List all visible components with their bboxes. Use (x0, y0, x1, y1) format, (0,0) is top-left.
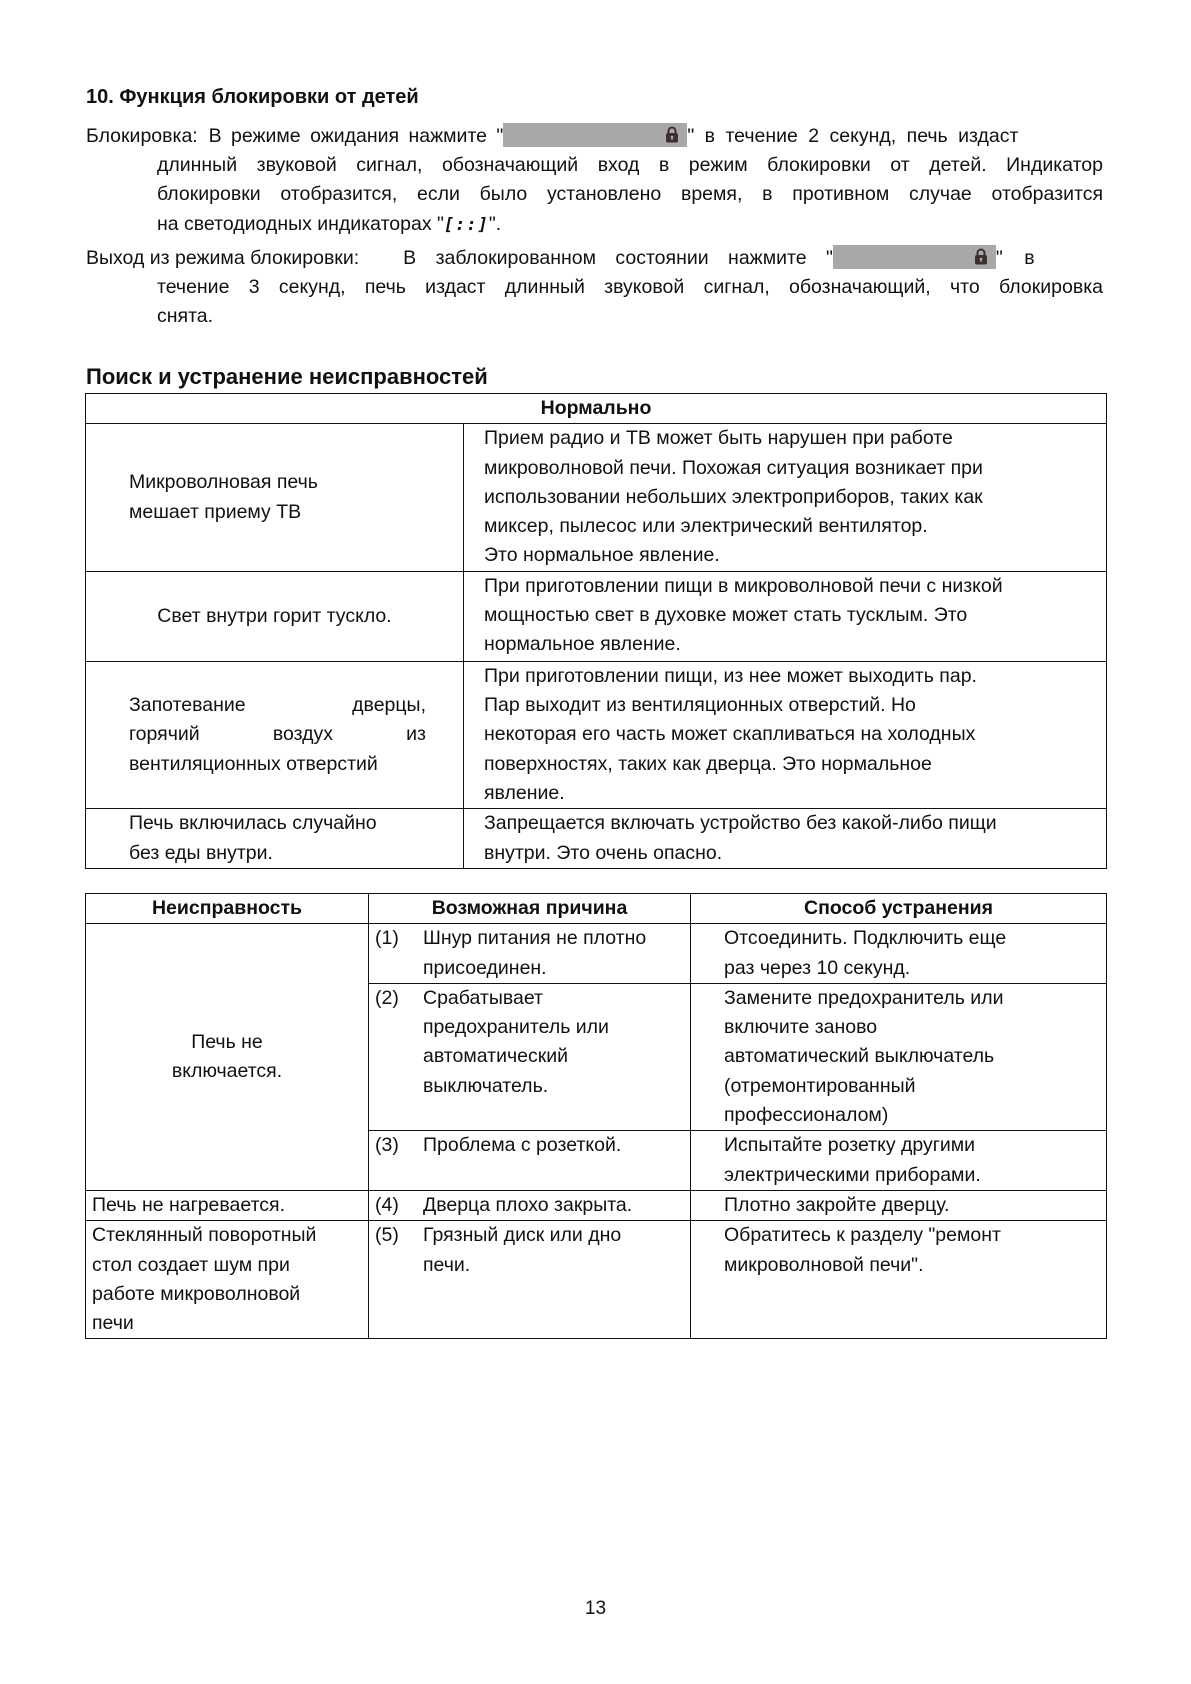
table-row (86, 1221, 1107, 1339)
solution-cell: Замените предохранитель или включите заново автоматический выключатель (отремонтированный профессионалом) (691, 983, 1107, 1130)
page-number: 13 (584, 1598, 607, 1619)
cause-cell: (4) Дверца плохо закрыта. (369, 1190, 691, 1220)
table-row (86, 924, 1107, 984)
symptom-cell: Запотевание дверцы, горячий воздух из вентиляционных отверстий (86, 661, 464, 808)
problem-cell: Печь не нагревается. (86, 1190, 369, 1220)
lock-paragraph-line-4: на светодиодных индикаторах "[::]". (157, 210, 501, 240)
led-lock-indicator-icon: [::] (443, 215, 489, 235)
table-row (86, 661, 1107, 808)
unlock-label: Выход из режима блокировки: (86, 247, 360, 269)
solution-cell: Отсоединить. Подключить еще раз через 10 секунд. (691, 924, 1107, 984)
solution-cell: Испытайте розетку другими электрическими приборами. (691, 1131, 1107, 1191)
symptom-cell: Микроволновая печь мешает приему ТВ (86, 424, 464, 571)
cause-cell: (2) Срабатывает предохранитель или автоматический выключатель. (369, 983, 691, 1130)
cause-cell: (1) Шнур питания не плотно присоединен. (369, 924, 691, 984)
table-row (86, 1190, 1107, 1220)
table-row (86, 424, 1107, 571)
explanation-cell: Запрещается включать устройство без какой-либо пищи внутри. Это очень опасно. (464, 809, 1107, 869)
lock-icon (974, 248, 988, 265)
explanation-cell: При приготовлении пищи в микроволновой печи с низкой мощностью свет в духовке может стать тусклым. Это нормальное явление. (464, 571, 1107, 661)
child-lock-button-image (833, 245, 996, 269)
explanation-cell: Прием радио и ТВ может быть нарушен при работе микроволновой печи. Похожая ситуация возникает при использовании небольших электроприборов, таких как миксер, пылесос или электрический вентилятор. Это нормальное явление. (464, 424, 1107, 571)
unlock-paragraph-line-2: течение 3 секунд, печь издаст длинный звуковой сигнал, обозначающий, что блокировка (157, 276, 1103, 298)
unlock-paragraph-line-1: Выход из режима блокировки: В заблокированном состоянии нажмите " " в (86, 247, 1035, 269)
troubleshooting-title: Поиск и устранение неисправностей (86, 364, 488, 389)
header-fault: Неисправность (86, 894, 369, 924)
cause-cell: (3) Проблема с розеткой. (369, 1131, 691, 1191)
symptom-cell: Печь включилась случайно без еды внутри. (86, 809, 464, 869)
fault-table (85, 893, 1107, 1339)
normal-behavior-table (85, 393, 1107, 869)
child-lock-button-image (503, 123, 687, 147)
explanation-cell: При приготовлении пищи, из нее может выходить пар. Пар выходит из вентиляционных отверстий. Но некоторая его часть может скапливаться на холодных поверхностях, таких как дверца. Это нормальное явление. (464, 661, 1107, 808)
header-cause: Возможная причина (369, 894, 691, 924)
lock-paragraph-line-2: длинный звуковой сигнал, обозначающий вход в режим блокировки от детей. Индикатор (157, 154, 1103, 176)
problem-cell: Печь не включается. (86, 924, 369, 1191)
table-row (86, 571, 1107, 661)
normal-table-header: Нормально (86, 394, 1107, 424)
cause-cell: (5) Грязный диск или дно печи. (369, 1221, 691, 1339)
lock-paragraph-line-1: Блокировка: В режиме ожидания нажмите " " в течение 2 секунд, печь издаст (86, 125, 1019, 147)
lock-paragraph-line-3: блокировки отобразится, если было установлено время, в противном случае отобразится (157, 183, 1103, 205)
lock-icon (665, 126, 679, 143)
table-row (86, 809, 1107, 869)
header-solution: Способ устранения (691, 894, 1107, 924)
lock-label: Блокировка: (86, 125, 198, 147)
symptom-cell: Свет внутри горит тускло. (86, 571, 464, 661)
section-title: 10. Функция блокировки от детей (86, 86, 419, 108)
unlock-paragraph-line-3: снята. (157, 305, 214, 327)
solution-cell: Обратитесь к разделу "ремонт микроволновой печи". (691, 1221, 1107, 1339)
solution-cell: Плотно закройте дверцу. (691, 1190, 1107, 1220)
problem-cell: Стеклянный поворотный стол создает шум при работе микроволновой печи (86, 1221, 369, 1339)
